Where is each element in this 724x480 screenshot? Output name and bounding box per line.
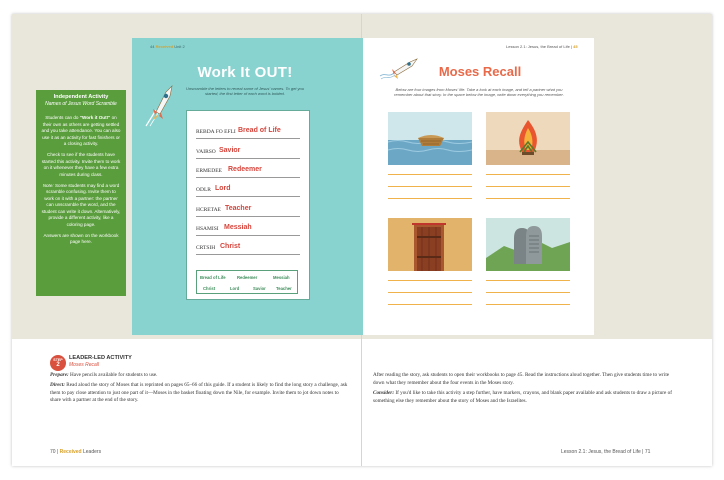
scrambled-word: ERMEDEE xyxy=(196,168,222,174)
scramble-row xyxy=(196,206,300,216)
answer-line xyxy=(196,216,300,217)
scrambled-word: REBDA FO EFLI xyxy=(196,129,236,135)
scrambled-word: ODLR xyxy=(196,187,211,193)
sidebar-paragraph-1: Students can do "Work it Out!" on their own as others are getting settled and you take attendance. You can also use it as an activity for fast finishers or a closing activity. xyxy=(41,115,121,147)
work-it-out-title: Work It OUT! xyxy=(197,64,293,81)
writing-line xyxy=(486,280,570,281)
door-image xyxy=(388,218,472,271)
after-paragraph: After reading the story, ask students to open their workbooks to page 45. Read the instructions aloud together. Then give students time to write down what they remember about the four events in the Moses story. xyxy=(373,372,670,386)
answer-text: Christ xyxy=(220,243,241,250)
workbook-right-header: Lesson 2.1: Jesus, the Bread of Life | 45 xyxy=(506,44,578,49)
prepare-paragraph: Prepare: Have pencils available for students to use. xyxy=(50,372,158,378)
sidebar-paragraph-3: Note: Some students may find a word scramble confusing. Invite them to work on it with a partner: the partner can unscramble the word, and the student can write it down. Alternatively, provide a different activity, like a coloring page. xyxy=(41,183,121,227)
sidebar-paragraph-2: Check to see if the students have started this activity. Invite them to work on it whenever they have a few extra minutes during class. xyxy=(41,152,121,177)
scramble-row xyxy=(196,186,300,196)
direct-paragraph: Direct: Read aloud the story of Moses that is reprinted on pages 65–66 of this guide. If a student is likely to find the long story a challenge, ask them to pay close attention to just one part of it—Moses in the basket floating down the Nile, for example. Invite them to jot down notes to share with a partner at the end of the story. xyxy=(50,382,348,404)
answer-line xyxy=(196,138,300,139)
word-bank-item: Christ xyxy=(203,286,216,291)
writing-line xyxy=(486,304,570,305)
scramble-row xyxy=(196,244,300,254)
scramble-row xyxy=(196,167,300,177)
sidebar-paragraph-4: Answers are shown on the workbook page here. xyxy=(43,232,119,245)
step-subheading: Moses Recall xyxy=(69,362,100,368)
scrambled-word: HCRETAE xyxy=(196,207,221,213)
word-bank-item: Bread of Life xyxy=(200,275,226,280)
writing-line xyxy=(388,186,472,187)
answer-text: Lord xyxy=(215,185,231,192)
sidebar-title: Independent Activity xyxy=(53,94,109,100)
writing-line xyxy=(388,174,472,175)
word-bank-item: Teacher xyxy=(276,286,292,291)
consider-paragraph: Consider: If you'd like to take this activity a step further, have markers, crayons, and blank paper available and ask students to draw a picture of something else they remember about the story of Moses and the Israelites. xyxy=(373,390,672,404)
scramble-row xyxy=(196,225,300,235)
word-bank-item: Lord xyxy=(230,286,240,291)
writing-line xyxy=(486,198,570,199)
answer-text: Bread of Life xyxy=(238,127,281,134)
independent-activity-sidebar xyxy=(36,90,126,296)
answer-line xyxy=(196,254,300,255)
word-bank-item: Messiah xyxy=(273,275,290,280)
writing-line xyxy=(486,292,570,293)
writing-line xyxy=(388,304,472,305)
answer-line xyxy=(196,235,300,236)
writing-line xyxy=(388,280,472,281)
moses-recall-title: Moses Recall xyxy=(438,64,522,79)
scrambled-word: HSAMISI xyxy=(196,226,219,232)
footer-right: Lesson 2.1: Jesus, the Bread of Life | 71 xyxy=(561,449,651,455)
step-badge: STEP 2 xyxy=(50,355,66,371)
answer-text: Messiah xyxy=(224,224,252,231)
moses-recall-instructions: Below are four images from Moses' life. Take a look at each image, and tell a partner what you remember about that story. In the space below the image, write down everything you remember. xyxy=(394,87,564,97)
answer-text: Redeemer xyxy=(228,166,262,173)
rocket-icon xyxy=(142,82,176,128)
step-heading: LEADER-LED ACTIVITY xyxy=(69,355,132,361)
workbook-left-header: 44 Received Unit 2 xyxy=(150,44,185,49)
answer-line xyxy=(196,196,300,197)
scrambled-word: CRTSIH xyxy=(196,245,216,251)
writing-line xyxy=(486,174,570,175)
burning-bush-image xyxy=(486,112,570,165)
footer-left: 70 | Received Leaders xyxy=(50,449,102,455)
word-bank xyxy=(196,270,298,294)
word-bank-item: Redeemer xyxy=(237,275,258,280)
answer-text: Teacher xyxy=(225,205,252,212)
rocket-icon xyxy=(378,56,418,80)
word-bank-item: Savior xyxy=(253,286,266,291)
answer-text: Savior xyxy=(219,147,241,154)
writing-line xyxy=(388,292,472,293)
answer-line xyxy=(196,158,300,159)
basket-in-water-image xyxy=(388,112,472,165)
scrambled-word: VAIRSO xyxy=(196,149,216,155)
writing-line xyxy=(388,198,472,199)
stone-tablets-image xyxy=(486,218,570,271)
work-it-out-instructions: Unscramble the letters to reveal some of Jesus' names. To get you started, the first letter of each word is bolded. xyxy=(185,86,304,96)
sidebar-subtitle: Names of Jesus Word Scramble xyxy=(45,101,117,107)
scramble-row xyxy=(196,148,300,158)
scramble-row xyxy=(196,128,300,138)
writing-line xyxy=(486,186,570,187)
answer-line xyxy=(196,177,300,178)
